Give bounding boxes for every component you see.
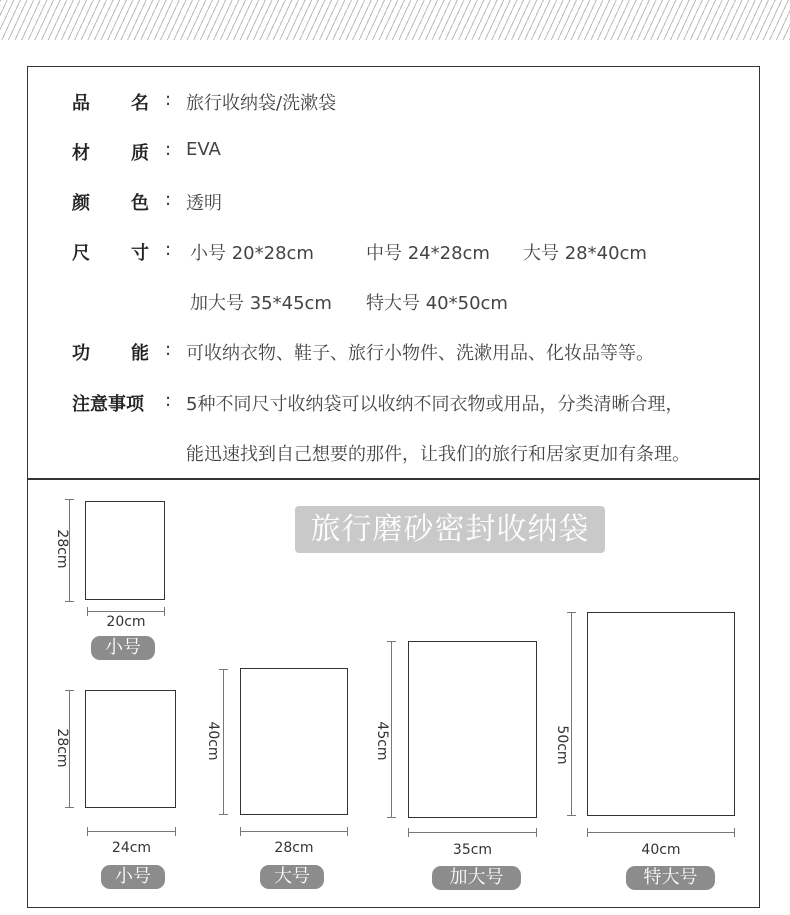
color-value: 透明 [186, 193, 222, 214]
bag-outline [240, 668, 348, 815]
height-label: 28cm [54, 728, 70, 768]
hatch-decoration [0, 0, 790, 40]
size-item: 中号 24*28cm [366, 243, 490, 264]
function-value: 可收纳衣物、鞋子、旅行小物件、洗漱用品、化妆品等等。 [186, 343, 654, 364]
size-item: 大号 28*40cm [523, 243, 647, 264]
size-tag: 特大号 [626, 866, 715, 890]
width-dimension-line [408, 832, 537, 833]
name-value: 旅行收纳袋/洗漱袋 [186, 93, 337, 114]
width-dimension-line [87, 831, 176, 832]
size-tag: 加大号 [432, 866, 521, 890]
colon: : [165, 339, 172, 360]
height-dimension-line [391, 641, 392, 818]
width-dimension-line [240, 831, 348, 832]
label-char: 能 [131, 343, 149, 364]
height-dimension-line [571, 612, 572, 816]
width-label: 35cm [452, 842, 493, 858]
label-char: 功 [72, 343, 90, 364]
note-line: 能迅速找到自己想要的那件，让我们的旅行和居家更加有条理。 [186, 444, 690, 465]
width-label: 28cm [274, 840, 314, 856]
height-label: 45cm [374, 721, 390, 761]
bag-outline [587, 612, 735, 816]
colon: : [165, 89, 172, 110]
bag-outline [85, 690, 176, 808]
label-char: 尺 [72, 243, 90, 264]
width-label: 40cm [641, 842, 681, 858]
label-char: 品 [72, 93, 90, 114]
size-tag: 小号 [91, 636, 155, 660]
colon: : [165, 139, 172, 160]
label-char: 寸 [131, 243, 149, 264]
note-line: 5种不同尺寸收纳袋可以收纳不同衣物或用品，分类清晰合理， [186, 394, 684, 415]
height-dimension-line [223, 669, 224, 815]
width-dimension-line [87, 611, 165, 612]
note-label: 注意事项 [72, 394, 144, 415]
colon: : [165, 390, 172, 411]
label-char: 颜 [72, 193, 90, 214]
title-banner: 旅行磨砂密封收纳袋 [295, 506, 605, 553]
height-label: 50cm [554, 725, 570, 765]
height-label: 40cm [205, 721, 221, 761]
label-char: 色 [131, 193, 149, 214]
label-char: 名 [131, 93, 149, 114]
size-item: 加大号 35*45cm [190, 293, 332, 314]
bag-outline [85, 501, 165, 600]
label-char: 质 [131, 143, 149, 164]
material-value: EVA [186, 139, 221, 160]
size-item: 小号 20*28cm [190, 243, 314, 264]
width-label: 24cm [111, 840, 152, 856]
section-divider [27, 478, 760, 480]
label-char: 材 [72, 143, 90, 164]
colon: : [165, 239, 172, 260]
bag-outline [408, 641, 537, 818]
size-item: 特大号 40*50cm [366, 293, 508, 314]
height-label: 28cm [54, 529, 70, 569]
colon: : [165, 189, 172, 210]
size-tag: 小号 [101, 865, 165, 889]
width-label: 20cm [106, 614, 146, 630]
width-dimension-line [587, 832, 735, 833]
size-tag: 大号 [260, 865, 324, 889]
